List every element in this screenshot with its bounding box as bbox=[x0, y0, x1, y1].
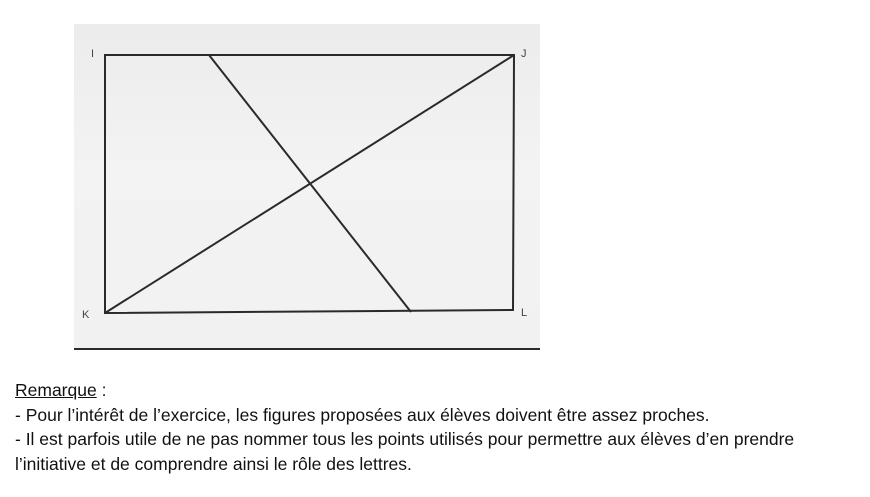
remark-line-3: l’initiative et de comprendre ainsi le rôle des lettres. bbox=[15, 453, 412, 474]
remark-title: Remarque bbox=[15, 380, 97, 400]
remark-title-suffix: : bbox=[96, 380, 107, 400]
remark-block bbox=[15, 378, 860, 476]
vertex-label-j: J bbox=[521, 48, 527, 60]
vertex-label-i: I bbox=[91, 48, 95, 60]
geometry-figure-photo bbox=[74, 24, 540, 350]
rectangle-figure bbox=[74, 24, 540, 350]
vertex-label-l: L bbox=[521, 307, 528, 319]
vertex-label-k: K bbox=[82, 309, 90, 321]
remark-line-2: - Il est parfois utile de ne pas nommer tous les points utilisés pour permettre aux élèves d’en prendre bbox=[15, 429, 795, 449]
remark-heading bbox=[15, 378, 860, 403]
remark-line-1: - Pour l’intérêt de l’exercice, les figures proposées aux élèves doivent être assez proches. bbox=[15, 404, 710, 425]
crossing-segment bbox=[209, 55, 411, 312]
